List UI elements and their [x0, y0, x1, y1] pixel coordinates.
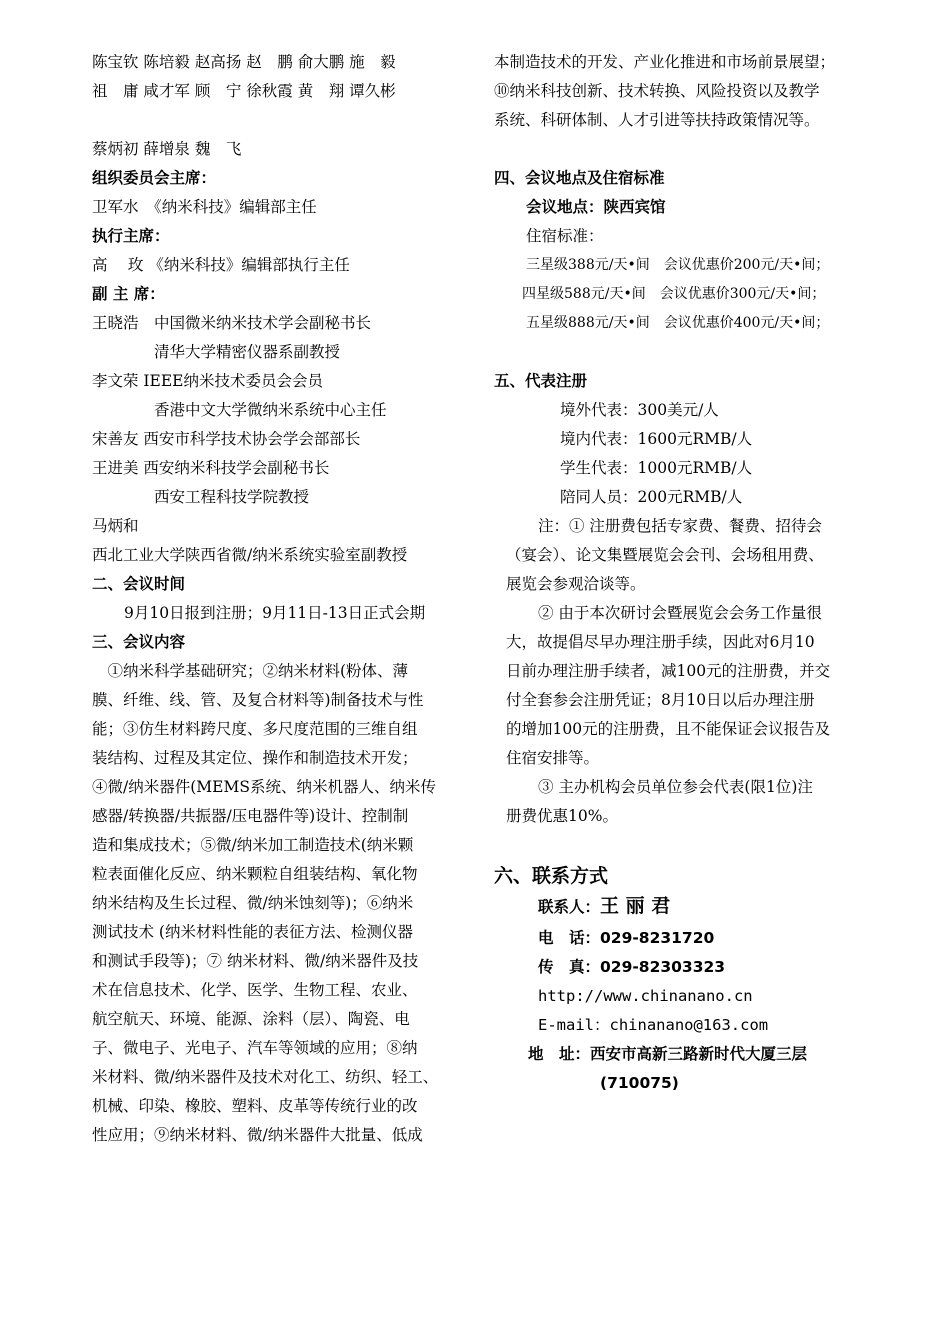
- phone: 电 话：029-8231720: [538, 929, 715, 947]
- content-line: ①纳米科学基础研究；②纳米材料(粉体、薄: [92, 662, 409, 680]
- content-line: 和测试手段等)；⑦ 纳米材料、微/纳米器件及技: [92, 952, 419, 970]
- note-line: ③ 主办机构会员单位参会代表(限1位)注: [538, 778, 813, 796]
- vice-chair-line: 王进美 西安纳米科技学会副秘书长: [92, 459, 330, 477]
- lodging-label: 住宿标准：: [526, 227, 604, 245]
- org-chair: 卫军水 《纳米科技》编辑部主任: [92, 198, 317, 216]
- fee-line: 陪同人员：200元RMB/人: [560, 488, 743, 506]
- vice-chair-line: 西北工业大学陕西省微/纳米系统实验室副教授: [92, 546, 408, 564]
- contact-label: 联系人：: [538, 898, 601, 916]
- note-line: 册费优惠10%。: [506, 807, 618, 825]
- note-line: 付全套参会注册凭证；8月10日以后办理注册: [506, 691, 815, 709]
- exec-chair: 高 玫 《纳米科技》编辑部执行主任: [92, 256, 350, 274]
- committee-line: 祖 庸 咸才军 顾 宁 徐秋霞 黄 翔 谭久彬: [92, 82, 396, 100]
- note-line: 大，故提倡尽早办理注册手续，因此对6月10: [506, 633, 815, 651]
- vice-chair-line: 王晓浩 中国微米纳米技术学会副秘书长: [92, 314, 372, 332]
- note-line: 注：① 注册费包括专家费、餐费、招待会: [538, 517, 822, 535]
- section-heading-registration: 五、代表注册: [494, 372, 588, 390]
- note-line: 的增加100元的注册费，且不能保证会议报告及: [506, 720, 831, 738]
- lodging-rate: 五星级888元/天•间 会议优惠价400元/天•间；: [526, 315, 830, 331]
- lodging-rate: 四星级588元/天•间 会议优惠价300元/天•间；: [522, 286, 826, 302]
- content-line: 能；③仿生材料跨尺度、多尺度范围的三维自组: [92, 720, 418, 738]
- fee-line: 境内代表：1600元RMB/人: [560, 430, 753, 448]
- vice-chair-line: 清华大学精密仪器系副教授: [92, 343, 341, 361]
- content-line: 航空航天、环境、能源、涂料（层）、陶瓷、电: [92, 1010, 410, 1028]
- content-line: 机械、印染、橡胶、塑料、皮革等传统行业的改: [92, 1097, 418, 1115]
- note-line: 住宿安排等。: [506, 749, 600, 767]
- contact-name: 王 丽 君: [600, 895, 671, 917]
- content-line: 术在信息技术、化学、医学、生物工程、农业、: [92, 981, 418, 999]
- note-line: （宴会）、论文集暨展览会会刊、会场租用费、: [506, 546, 824, 564]
- contact-person: [538, 896, 670, 917]
- note-line: ② 由于本次研讨会暨展览会会务工作量很: [538, 604, 822, 622]
- fee-line: 境外代表：300美元/人: [560, 401, 719, 419]
- content-line: 测试技术 (纳米材料性能的表征方法、检测仪器: [92, 923, 413, 941]
- lodging-rate: 三星级388元/天•间 会议优惠价200元/天•间；: [526, 257, 830, 273]
- content-line: ④微/纳米器件(MEMS系统、纳米机器人、纳米传: [92, 778, 436, 796]
- email-link[interactable]: E-mail：chinanano@163.com: [538, 1016, 769, 1034]
- vice-chair-line: 香港中文大学微纳米系统中心主任: [92, 401, 387, 419]
- content-line: 性应用；⑨纳米材料、微/纳米器件大批量、低成: [92, 1126, 423, 1144]
- vice-chair-line: 李文荣 IEEE纳米技术委员会会员: [92, 372, 323, 390]
- content-line: 装结构、过程及其定位、操作和制造技术开发；: [92, 749, 418, 767]
- content-line: 造和集成技术；⑤微/纳米加工制造技术(纳米颗: [92, 836, 414, 854]
- section-heading-venue: 四、会议地点及住宿标准: [494, 169, 665, 187]
- org-chair-heading: 组织委员会主席：: [92, 169, 217, 187]
- content-line: 纳米结构及生长过程、微/纳米蚀刻等)；⑥纳米: [92, 894, 414, 912]
- vice-chair-line: 宋善友 西安市科学技术协会学会部部长: [92, 430, 361, 448]
- vice-chair-line: 西安工程科技学院教授: [92, 488, 310, 506]
- content-line: 米材料、微/纳米器件及技术对化工、纺织、轻工、: [92, 1068, 439, 1086]
- content-line: 粒表面催化反应、纳米颗粒自组装结构、氧化物: [92, 865, 418, 883]
- fee-line: 学生代表：1000元RMB/人: [560, 459, 753, 477]
- content-line: 本制造技术的开发、产业化推进和市场前景展望；: [494, 53, 836, 71]
- venue: 会议地点：陕西宾馆: [526, 198, 666, 216]
- fax: 传 真：029-82303323: [538, 958, 726, 976]
- vice-chair-heading: 副 主 席：: [92, 285, 165, 303]
- postcode: (710075): [600, 1074, 679, 1092]
- committee-line: 陈宝钦 陈培毅 赵高扬 赵 鹏 俞大鹏 施 毅: [92, 53, 396, 71]
- content-line: 膜、纤维、线、管、及复合材料等)制备技术与性: [92, 691, 424, 709]
- committee-line: 蔡炳初 薛增泉 魏 飞: [92, 140, 242, 158]
- meeting-time: 9月10日报到注册；9月11日-13日正式会期: [124, 604, 426, 622]
- note-line: 展览会参观洽谈等。: [506, 575, 646, 593]
- address: 地 址：西安市高新三路新时代大厦三层: [528, 1045, 808, 1063]
- section-heading-time: 二、会议时间: [92, 575, 186, 593]
- website-link[interactable]: http://www.chinanano.cn: [538, 987, 753, 1005]
- section-heading-content: 三、会议内容: [92, 633, 186, 651]
- note-line: 日前办理注册手续者，减100元的注册费，并交: [506, 662, 831, 680]
- content-line: 子、微电子、光电子、汽车等领域的应用；⑧纳: [92, 1039, 418, 1057]
- vice-chair-line: 马炳和: [92, 517, 139, 535]
- content-line: 感器/转换器/共振器/压电器件等)设计、控制制: [92, 807, 409, 825]
- exec-chair-heading: 执行主席：: [92, 227, 170, 245]
- content-line: 系统、科研体制、人才引进等扶持政策情况等。: [494, 111, 820, 129]
- content-line: ⑩纳米科技创新、技术转换、风险投资以及教学: [494, 82, 820, 100]
- section-heading-contact: 六、联系方式: [494, 865, 609, 887]
